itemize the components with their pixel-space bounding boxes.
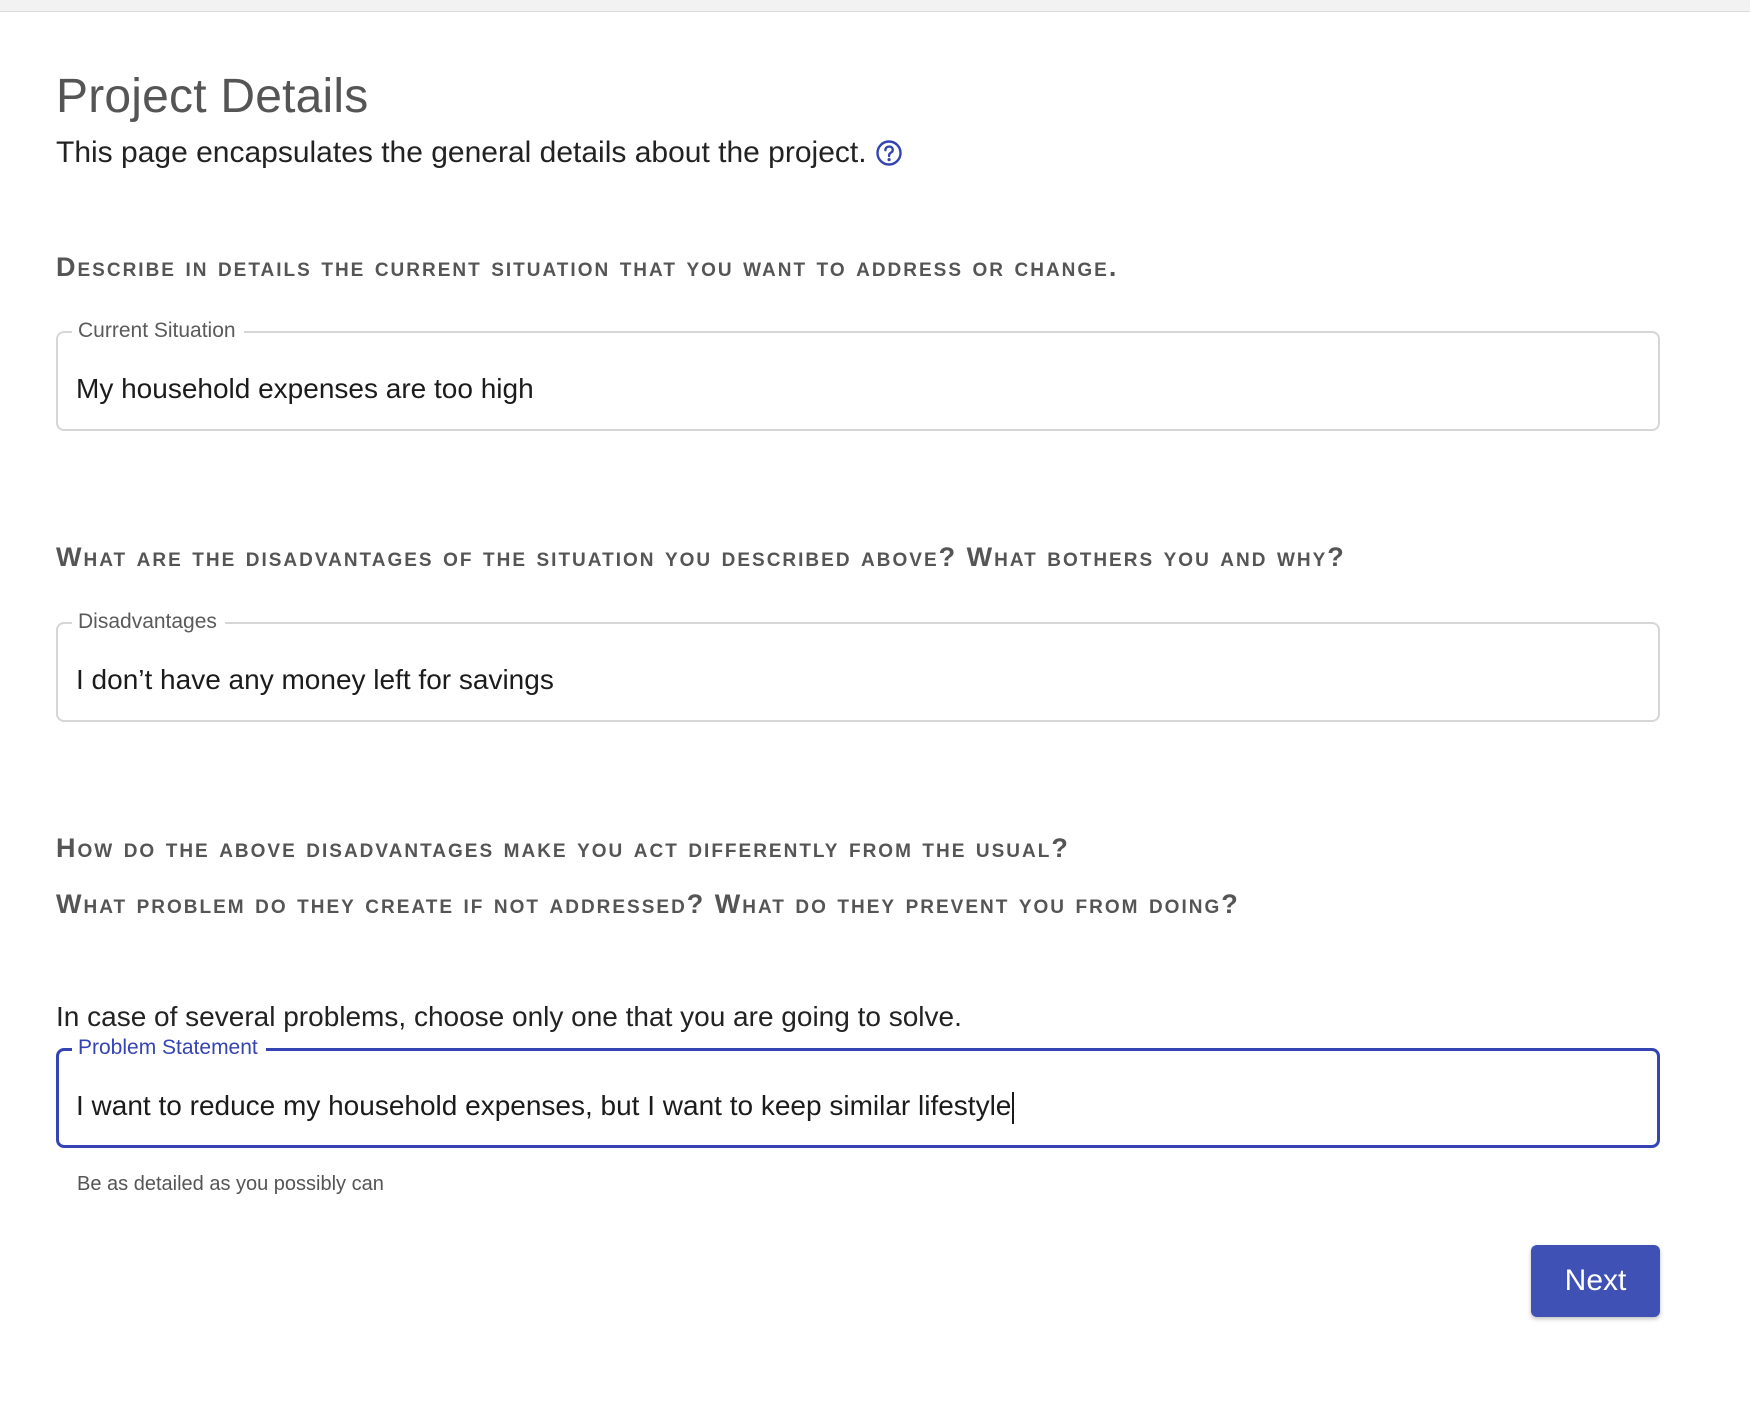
- problem-statement-value: I want to reduce my household expenses, but I want to keep similar lifestyle: [76, 1090, 1012, 1121]
- current-situation-label: Current Situation: [72, 318, 244, 344]
- problem-heading-line1: How do the above disadvantages make you act differently from the usual?: [56, 833, 1070, 863]
- disadvantages-input[interactable]: [76, 662, 1636, 698]
- page-subtitle-text: This page encapsulates the general details about the project.: [56, 136, 867, 169]
- problem-note: In case of several problems, choose only one that you are going to solve.: [56, 1001, 962, 1032]
- problem-statement-helper: Be as detailed as you possibly can: [77, 1173, 384, 1195]
- page-subtitle: [56, 136, 903, 170]
- current-situation-field[interactable]: [56, 319, 1660, 431]
- disadvantages-heading: What are the disadvantages of the situation you described above? What bothers you and why?: [56, 542, 1346, 572]
- next-button[interactable]: Next: [1531, 1245, 1660, 1317]
- disadvantages-label: Disadvantages: [72, 609, 225, 635]
- problem-statement-input[interactable]: [76, 1088, 1636, 1124]
- current-situation-heading: Describe in details the current situation that you want to address or change.: [56, 252, 1119, 282]
- project-details-page: [0, 12, 1750, 1410]
- help-circle-icon[interactable]: [875, 139, 903, 167]
- problem-statement-label: Problem Statement: [72, 1035, 266, 1061]
- current-situation-input[interactable]: [76, 371, 1636, 407]
- page-title: Project Details: [56, 70, 369, 123]
- text-caret: [1012, 1092, 1014, 1124]
- problem-heading-line2: What problem do they create if not addressed? What do they prevent you from doing?: [56, 889, 1240, 919]
- disadvantages-field[interactable]: [56, 610, 1660, 722]
- browser-top-edge: [0, 0, 1750, 12]
- problem-statement-field[interactable]: [56, 1036, 1660, 1148]
